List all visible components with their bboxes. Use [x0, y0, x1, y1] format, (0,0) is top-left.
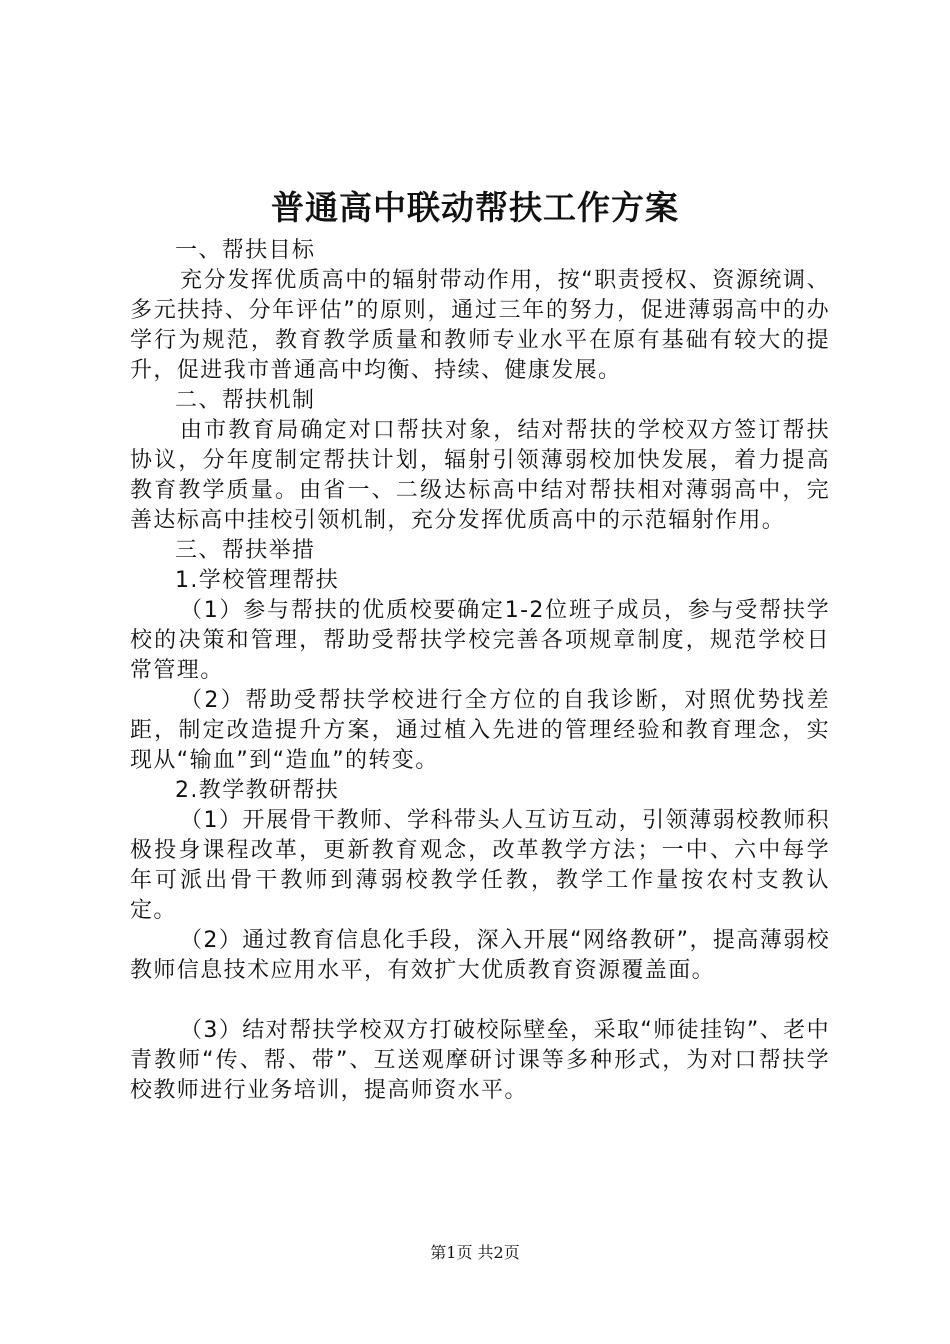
document-body	[130, 236, 830, 1106]
section-heading: 二、帮扶机制	[175, 388, 316, 413]
section-heading: 一、帮扶目标	[175, 238, 316, 263]
paragraph: （3）结对帮扶学校双方打破校际壁垒，采取“师徒挂钩”、老中青教师“传、帮、带”、互送观摩研讨课等多种形式，为对口帮扶学校教师进行业务培训，提高师资水平。	[130, 1018, 830, 1103]
paragraph: 由市教育局确定对口帮扶对象，结对帮扶的学校双方签订帮扶协议，分年度制定帮扶计划，辐射引领薄弱校加快发展，着力提高教育教学质量。由省一、二级达标高中结对帮扶相对薄弱高中，完善达标高中挂校引领机制，充分发挥优质高中的示范辐射作用。	[130, 418, 830, 533]
paragraph: （1）开展骨干教师、学科带头人互访互动，引领薄弱校教师积极投身课程改革，更新教育观念，改革教学方法；一中、六中每学年可派出骨干教师到薄弱校教学任教，教学工作量按农村支教认定。	[130, 808, 830, 923]
paragraph: 充分发挥优质高中的辐射带动作用，按“职责授权、资源统调、多元扶持、分年评估”的原则，通过三年的努力，促进薄弱高中的办学行为规范，教育教学质量和教师专业水平在原有基础有较大的提升，促进我市普通高中均衡、持续、健康发展。	[130, 268, 830, 383]
paragraph: （2）帮助受帮扶学校进行全方位的自我诊断，对照优势找差距，制定改造提升方案，通过植入先进的管理经验和教育理念，实现从“输血”到“造血”的转变。	[130, 688, 830, 773]
page-number-footer: 第1页 共2页	[430, 1243, 520, 1262]
subsection-heading: 1.学校管理帮扶	[175, 568, 340, 593]
paragraph: （1）参与帮扶的优质校要确定1-2位班子成员，参与受帮扶学校的决策和管理，帮助受帮扶学校完善各项规章制度，规范学校日常管理。	[130, 598, 830, 683]
subsection-heading: 2.教学教研帮扶	[175, 778, 340, 803]
section-heading: 三、帮扶举措	[175, 538, 316, 563]
document-title: 普通高中联动帮扶工作方案	[271, 188, 679, 227]
paragraph: （2）通过教育信息化手段，深入开展“网络教研”，提高薄弱校教师信息技术应用水平，有效扩大优质教育资源覆盖面。	[130, 928, 830, 983]
